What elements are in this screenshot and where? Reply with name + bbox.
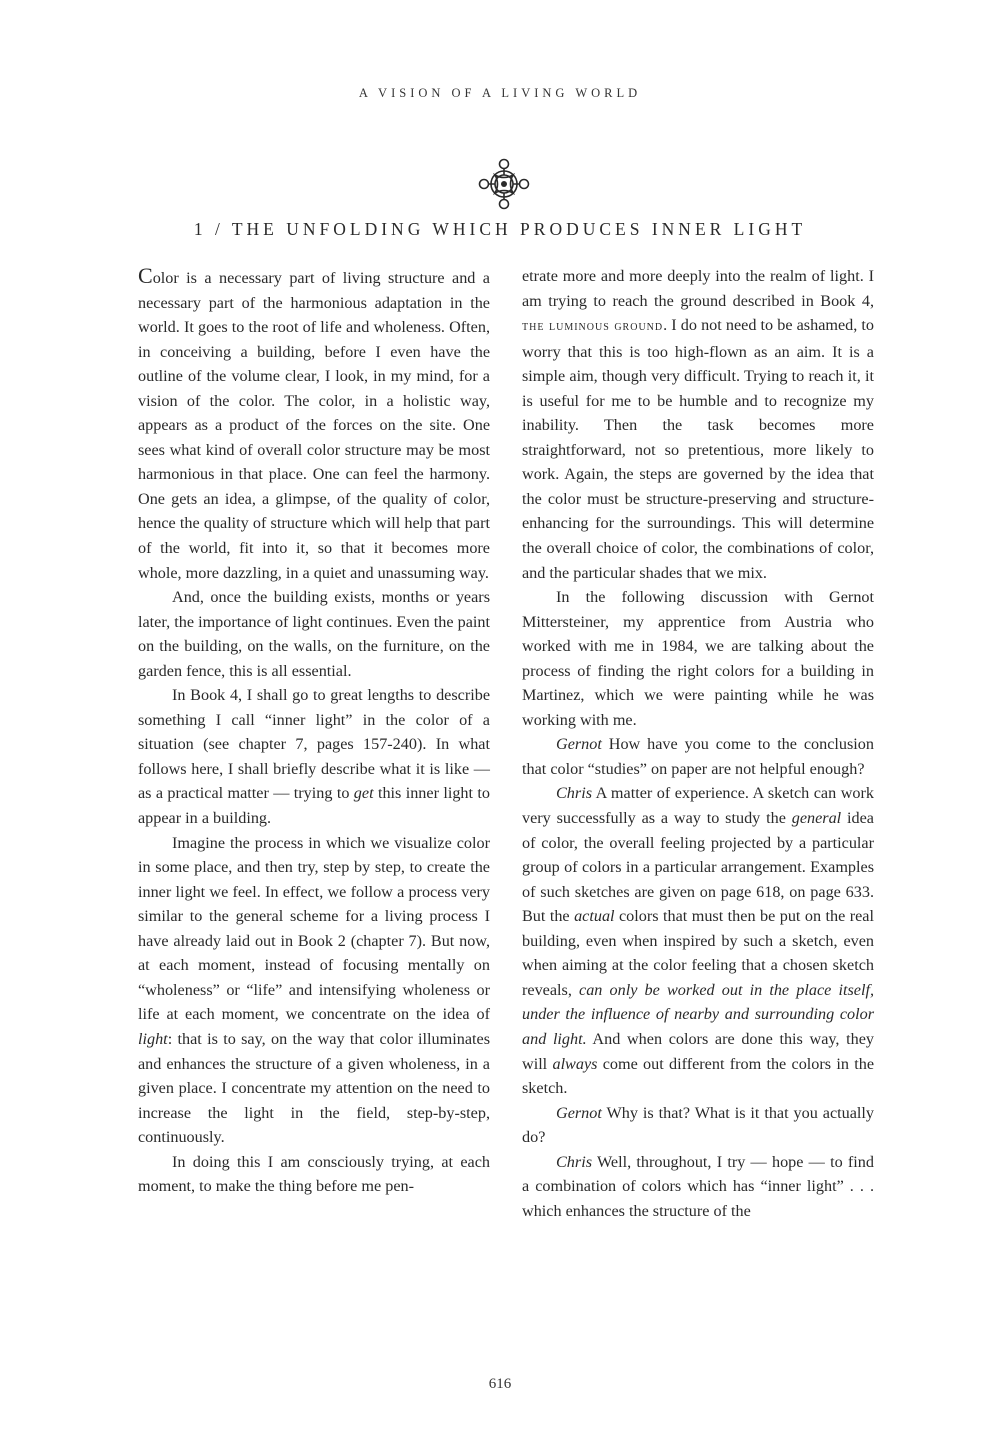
emphasis: get xyxy=(353,784,374,803)
page-number: 616 xyxy=(488,1376,512,1392)
paragraph xyxy=(522,264,874,585)
book-title-smallcaps: the luminous ground xyxy=(522,319,664,335)
paragraph: In the following discussion with Gernot Mittersteiner, my apprentice from Austria who worked with me in 1984, we are talking about the process of finding the right colors for a building in Martinez, which we were painting while he was working with me. xyxy=(522,588,874,729)
speaker-name: Gernot xyxy=(556,1103,602,1122)
dialogue-paragraph xyxy=(522,1101,874,1150)
right-column xyxy=(522,264,874,1223)
paragraph-text: Imagine the process in which we visualize color in some place, and then try, step by step, to create the inner light we feel. In effect, we follow a process very similar to the general scheme for a living process I have already laid out in Book 2 (chapter 7). But now, at each moment, instead of focusing mentally on “wholeness” or “life” and intensifying wholeness or life at each moment, we concentrate on the idea of xyxy=(138,833,490,1024)
paragraph xyxy=(138,264,490,585)
paragraph-text: And when colors are done this way, they will xyxy=(522,1029,874,1073)
emphasis: general xyxy=(791,809,842,828)
paragraph-text: idea of color, the overall feeling projected by a particular group of colors in a particular arrangement. Examples of such sketches are given on page 618, on page 633. But the xyxy=(522,809,874,926)
drop-cap: C xyxy=(138,263,153,288)
dialogue-paragraph xyxy=(522,732,874,781)
speaker-name: Chris xyxy=(556,784,592,803)
emphasis: light xyxy=(138,1029,168,1048)
paragraph-text: A matter of experience. A sketch can work very successfully as a way to study the xyxy=(522,784,874,828)
paragraph: And, once the building exists, months or years later, the importance of light continues. Even the paint on the building, on the walls, on the furniture, on the garden fence, this is all essential. xyxy=(138,588,490,680)
running-head: A VISION OF A LIVING WORLD xyxy=(358,86,642,100)
paragraph xyxy=(138,683,490,830)
emphasis: always xyxy=(552,1054,598,1073)
celtic-knot-ornament-icon xyxy=(476,156,532,212)
paragraph-text: olor is a necessary part of living structure and a necessary part of the harmonious adaptation in the world. It goes to the root of life and wholeness. Often, in conceiving a building, before I even have the outline of the volume clear, I look, in my mind, for a vision of the color. The color, in a holistic way, appears as a product of the forces on the site. One sees what kind of overall color structure may be most harmonious in that place. One can feel the harmony. One gets an idea, a glimpse, of the quality of color, hence the quality of structure which will help that part of the world, fit into it, so that it becomes more whole, more dazzling, in a quiet and unassuming way. xyxy=(138,269,490,582)
paragraph: In doing this I am consciously trying, at each moment, to make the thing before me pen- xyxy=(138,1152,490,1196)
paragraph-text: colors that must then be put on the real building, even when inspired by such a sketch, even when aiming at the color feeling that a chosen sketch reveals, xyxy=(522,907,874,999)
paragraph-text: Well, throughout, I try — hope — to find a combination of colors which has “inner light” . . . which enhances the structure of the xyxy=(522,1152,874,1220)
dialogue-paragraph xyxy=(522,781,874,1100)
paragraph xyxy=(138,831,490,1150)
paragraph-text: Why is that? What is it that you actually do? xyxy=(522,1103,874,1147)
paragraph-text: How have you come to the conclusion that color “studies” on paper are not helpful enough? xyxy=(522,735,874,778)
paragraph-text: : that is to say, on the way that color illuminates and enhances the structure of a given wholeness, in a given place. I concentrate my attention on the need to increase the light in the field, step-by-step, continuously. xyxy=(138,1029,490,1147)
paragraph-text: . I do not need to be ashamed, to worry that this is too high-flown as an aim. It is a simple aim, though very difficult. Trying to reach it, it is useful for me to be humble and to recognize my inability. Then the task becomes more straightforward, not so pretentious, more likely to work. Again, the steps are governed by the idea that the color must be structure-preserving and structure-enhancing for the surroundings. This will determine the overall choice of color, the combinations of color, and the particular shades that we mix. xyxy=(522,316,874,582)
emphasis: can only be worked out in the place itself, under the influence of nearby and surrounding color and light. xyxy=(522,980,874,1048)
emphasis: actual xyxy=(574,907,615,926)
speaker-name: Gernot xyxy=(556,735,602,754)
paragraph-text: come out different from the colors in the sketch. xyxy=(522,1054,874,1098)
speaker-name: Chris xyxy=(556,1152,592,1171)
left-column xyxy=(138,264,490,1199)
paragraph-text: this inner light to appear in a building. xyxy=(138,784,490,828)
section-title: 1 / THE UNFOLDING WHICH PRODUCES INNER LIGHT xyxy=(193,219,807,239)
paragraph-text: In Book 4, I shall go to great lengths to describe something I call “inner light” in the color of a situation (see chapter 7, pages 157-240). In what follows here, I shall briefly describe what it is like — as a practical matter — trying to xyxy=(138,686,490,803)
dialogue-paragraph xyxy=(522,1150,874,1224)
paragraph-text: etrate more and more deeply into the realm of light. I am trying to reach the ground described in Book 4, xyxy=(522,267,874,310)
